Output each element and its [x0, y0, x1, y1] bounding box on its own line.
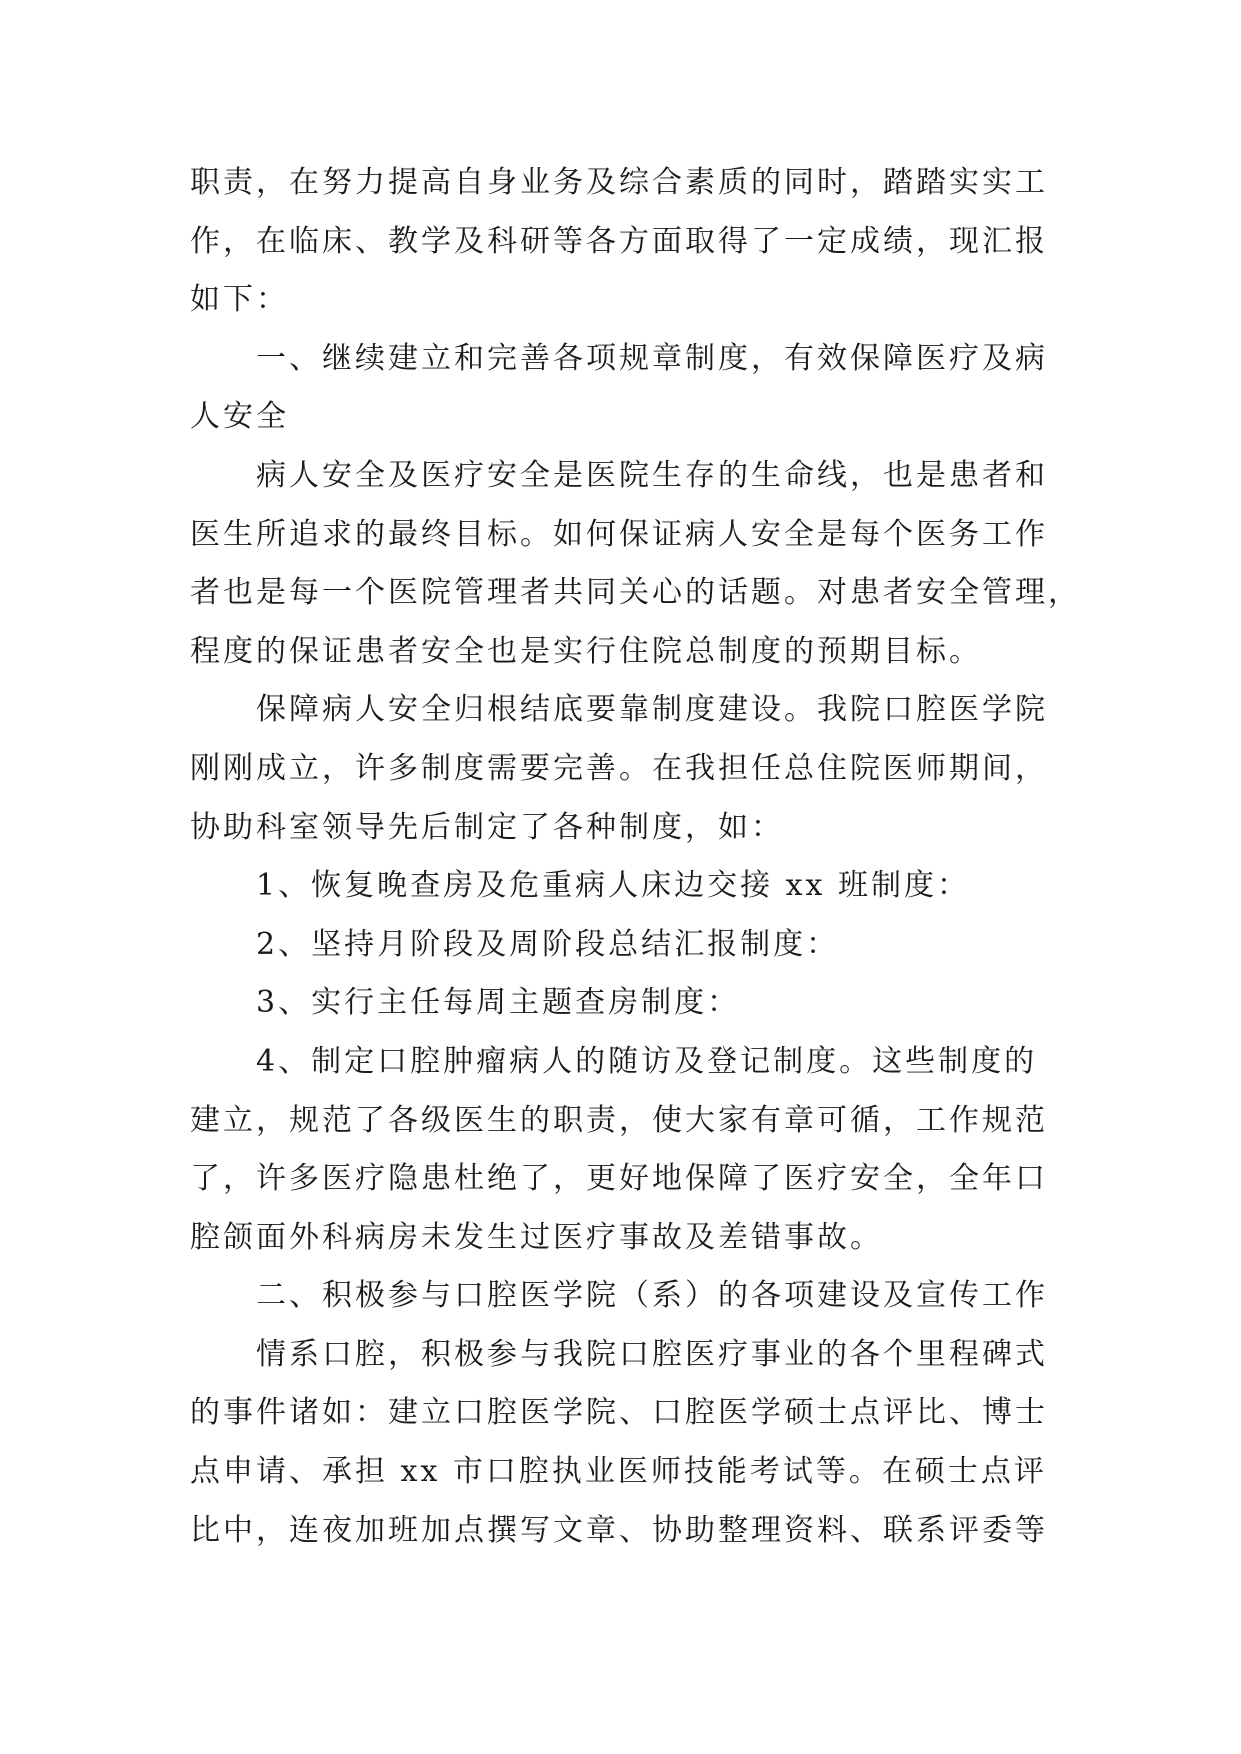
text-line-21: 情系口腔，积极参与我院口腔医疗事业的各个里程碑式: [256, 1336, 1048, 1372]
section-heading-2: 二、积极参与口腔医学院（系）的各项建设及宣传工作: [256, 1278, 1048, 1314]
text-line-1: 职责，在努力提高自身业务及综合素质的同时，踏踏实实工: [190, 165, 1048, 200]
section-heading-1-line-1: 一、继续建立和完善各项规章制度，有效保障医疗及病: [256, 340, 1048, 376]
text-line-22: 的事件诸如：建立口腔医学院、口腔医学硕士点评比、博士: [190, 1395, 1048, 1431]
text-line-3: 如下：: [190, 282, 289, 318]
text-line-10: 保障病人安全归根结底要靠制度建设。我院口腔医学院: [256, 692, 1048, 728]
text-line-19: 腔颌面外科病房未发生过医疗事故及差错事故。: [190, 1219, 883, 1255]
text-line-6: 病人安全及医疗安全是医院生存的生命线，也是患者和: [256, 457, 1048, 493]
list-item-1: 1、恢复晚查房及危重病人床边交接 xx 班制度：: [256, 868, 970, 904]
list-item-2: 2、坚持月阶段及周阶段总结汇报制度：: [256, 926, 840, 962]
list-item-4: 4、制定口腔肿瘤病人的随访及登记制度。这些制度的: [256, 1043, 1038, 1079]
text-line-17: 建立，规范了各级医生的职责，使大家有章可循，工作规范: [190, 1102, 1048, 1138]
text-line-24: 比中，连夜加班加点撰写文章、协助整理资料、联系评委等: [190, 1512, 1048, 1548]
text-line-7: 医生所追求的最终目标。如何保证病人安全是每个医务工作: [190, 516, 1048, 552]
text-line-11: 刚刚成立，许多制度需要完善。在我担任总住院医师期间，: [190, 750, 1048, 786]
list-item-3: 3、实行主任每周主题查房制度：: [256, 985, 741, 1021]
text-line-23: 点申请、承担 xx 市口腔执业医师技能考试等。在硕士点评: [190, 1454, 1047, 1490]
document-body: [190, 154, 1081, 1560]
text-line-8: 者也是每一个医院管理者共同关心的话题。对患者安全管理，: [190, 575, 1081, 611]
text-line-12: 协助科室领导先后制定了各种制度，如：: [190, 809, 784, 845]
text-line-18: 了，许多医疗隐患杜绝了，更好地保障了医疗安全，全年口: [190, 1161, 1048, 1197]
section-heading-1-line-2: 人安全: [190, 399, 289, 435]
text-line-2: 作，在临床、教学及科研等各方面取得了一定成绩，现汇报: [190, 223, 1048, 259]
text-line-9: 程度的保证患者安全也是实行住院总制度的预期目标。: [190, 633, 982, 669]
